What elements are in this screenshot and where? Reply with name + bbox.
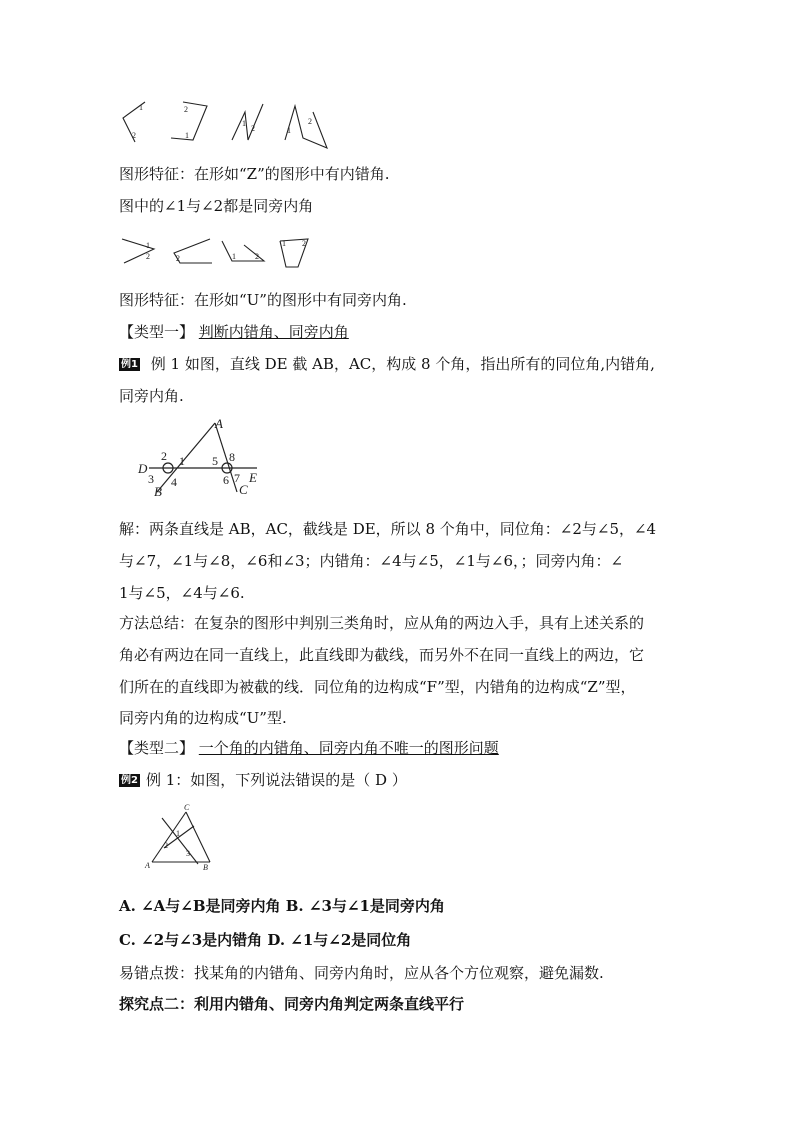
u-label: 1 [146, 241, 150, 250]
point-label-a: A [145, 861, 150, 870]
point-label-c: C [184, 803, 190, 812]
method-line-2: 角必有两边在同一直线上，此直线即为截线，而另外不在同一直线上的两边，它 [119, 646, 645, 664]
z-label: 1 [139, 103, 143, 112]
example1-badge: 例1 [121, 359, 138, 370]
example2-figure [142, 800, 222, 875]
z-label: 1 [185, 131, 189, 140]
type1-bracket: 【类型一】 [119, 323, 195, 341]
angle-label: 3 [186, 849, 190, 858]
point-label-a: A [215, 416, 223, 431]
angle-label: 8 [229, 450, 235, 464]
angle-label: 4 [171, 475, 177, 489]
example1-line [119, 354, 655, 374]
method-line-3: 们所在的直线即为被截的线．同位角的边构成“F”型，内错角的边构成“Z”型， [119, 678, 636, 696]
type2-heading [119, 738, 499, 758]
point-label-b: B [203, 863, 208, 872]
example2-line [119, 770, 407, 790]
u-label: 1 [282, 239, 286, 248]
option-cd: C. ∠2与∠3是内错角 D. ∠1与∠2是同位角 [119, 931, 412, 949]
z-label: 1 [287, 126, 291, 135]
type1-heading [119, 322, 349, 342]
z-label: 2 [132, 131, 136, 140]
inquiry-point-2: 探究点二：利用内错角、同旁内角判定两条直线平行 [119, 995, 465, 1013]
u-label: 2 [302, 239, 306, 248]
angle-label: 7 [234, 471, 240, 485]
z-label: 2 [308, 117, 312, 126]
point-label-c: C [239, 482, 248, 497]
angle-label: 2 [164, 841, 168, 850]
z-label: 1 [242, 119, 246, 128]
z-label: 2 [184, 105, 188, 114]
example1-text: 例 1 如图，直线 DE 截 AB，AC，构成 8 个角，指出所有的同位角,内错角, [145, 355, 655, 373]
point-label-e: E [249, 470, 257, 485]
z-feature-text: 图形特征：在形如“Z”的图形中有内错角. [119, 165, 390, 183]
u-label: 1 [232, 252, 236, 261]
point-label-b: B [154, 484, 162, 499]
option-ab: A. ∠A与∠B是同旁内角 B. ∠3与∠1是同旁内角 [119, 897, 445, 915]
angle-label: 2 [161, 449, 167, 463]
type1-title: 判断内错角、同旁内角 [198, 323, 349, 341]
example1-line-2: 同旁内角. [119, 387, 184, 405]
u-label: 2 [176, 254, 180, 263]
example2-badge: 例2 [121, 775, 138, 786]
error-tip: 易错点拨：找某角的内错角、同旁内角时，应从各个方位观察，避免漏数. [119, 964, 604, 982]
u-label: 2 [255, 252, 259, 261]
method-line-1: 方法总结：在复杂的图形中判别三类角时，应从角的两边入手，具有上述关系的 [119, 614, 645, 632]
solution-line-2: 与∠7，∠1与∠8，∠6和∠3；内错角：∠4与∠5，∠1与∠6，；同旁内角：∠ [119, 552, 624, 570]
z-figures [115, 98, 345, 148]
example2-text: 例 1：如图，下列说法错误的是（ D ） [145, 771, 407, 789]
angle-label: 3 [148, 472, 154, 486]
angle-label: 1 [179, 454, 185, 468]
point-label-d: D [138, 461, 148, 476]
z-label: 2 [251, 124, 255, 133]
angle-label: 5 [212, 454, 218, 468]
u-label: 2 [146, 252, 150, 261]
u-figures [120, 237, 315, 267]
solution-line-3: 1与∠5，∠4与∠6. [119, 584, 245, 602]
method-line-4: 同旁内角的边构成“U”型. [119, 709, 287, 727]
u-intro-text: 图中的∠1与∠2都是同旁内角 [119, 197, 314, 215]
solution-line-1: 解：两条直线是 AB，AC，截线是 DE，所以 8 个角中，同位角：∠2与∠5，∠4 [119, 520, 657, 538]
angle-label: 6 [223, 473, 229, 487]
example1-figure [135, 416, 265, 500]
type2-bracket: 【类型二】 [119, 739, 195, 757]
type2-title: 一个角的内错角、同旁内角不唯一的图形问题 [198, 739, 499, 757]
angle-label: 1 [176, 829, 180, 838]
u-feature-text: 图形特征：在形如“U”的图形中有同旁内角. [119, 291, 407, 309]
